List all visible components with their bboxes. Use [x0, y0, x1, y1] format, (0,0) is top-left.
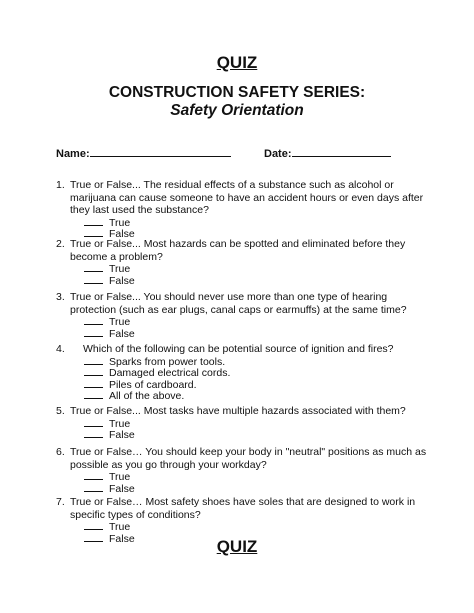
answer-option[interactable]: [84, 379, 428, 391]
series-title: CONSTRUCTION SAFETY SERIES:: [108, 84, 366, 101]
answer-option[interactable]: [84, 521, 428, 533]
option-label: False: [109, 274, 135, 287]
question-options: [84, 217, 428, 240]
question-number: 4.: [56, 343, 65, 355]
answer-option[interactable]: [84, 390, 428, 402]
question-number: 7.: [56, 496, 65, 508]
answer-blank[interactable]: [84, 367, 103, 376]
question-number: 5.: [56, 405, 65, 417]
option-label: False: [109, 532, 135, 545]
date-label: Date:: [264, 148, 292, 160]
answer-option[interactable]: [84, 263, 428, 275]
answer-option[interactable]: [84, 418, 428, 430]
option-label: Piles of cardboard.: [109, 378, 197, 391]
name-blank[interactable]: [90, 145, 231, 157]
answer-option[interactable]: [84, 328, 428, 340]
answer-blank[interactable]: [84, 418, 103, 427]
question-4: [56, 343, 428, 402]
answer-blank[interactable]: [84, 316, 103, 325]
answer-option[interactable]: [84, 367, 428, 379]
answer-option[interactable]: [84, 217, 428, 229]
option-label: False: [109, 429, 135, 441]
question-5: [56, 405, 428, 441]
question-text: True or False… You should keep your body in "neutral" positions as much as possible as you go through your workday?: [70, 446, 427, 471]
question-options: [84, 471, 428, 494]
answer-option[interactable]: [84, 483, 428, 495]
question-options: [84, 316, 428, 339]
answer-option[interactable]: [84, 356, 428, 368]
option-label: False: [109, 228, 135, 240]
question-text: True or False… Most safety shoes have soles that are designed to work in specific types of conditions?: [70, 496, 416, 521]
question-6: [56, 446, 428, 494]
answer-blank[interactable]: [84, 356, 103, 365]
question-text: True or False... The residual effects of a substance such as alcohol or marijuana can cause someone to have an accident hours or even days after they last used the substance?: [70, 179, 424, 216]
answer-blank[interactable]: [84, 471, 103, 480]
question-3: [56, 291, 428, 339]
question-2: [56, 238, 428, 286]
option-label: All of the above.: [109, 390, 185, 402]
question-text: Which of the following can be potential source of ignition and fires?: [83, 343, 394, 355]
option-label: False: [109, 327, 135, 340]
question-number: 6.: [56, 446, 65, 458]
answer-blank[interactable]: [84, 328, 103, 337]
option-label: True: [109, 263, 131, 275]
answer-blank[interactable]: [84, 263, 103, 272]
option-label: True: [109, 521, 131, 533]
date-blank[interactable]: [292, 145, 391, 157]
question-options: [84, 418, 428, 441]
option-label: False: [109, 482, 135, 495]
answer-blank[interactable]: [84, 521, 103, 530]
option-label: True: [109, 417, 131, 430]
answer-blank[interactable]: [84, 228, 103, 237]
question-number: 3.: [56, 291, 65, 303]
question-text: True or False... You should never use more than one type of hearing protection (such as ear plugs, canal caps or earmuffs) at the same time?: [70, 291, 407, 316]
option-label: Sparks from power tools.: [109, 355, 226, 368]
footer-quiz-title: QUIZ: [216, 537, 258, 556]
question-1: [56, 179, 428, 240]
name-field[interactable]: [56, 145, 231, 161]
answer-blank[interactable]: [84, 483, 103, 492]
subtitle: Safety Orientation: [170, 102, 304, 119]
option-label: Damaged electrical cords.: [109, 367, 231, 379]
answer-option[interactable]: [84, 429, 428, 441]
quiz-title: QUIZ: [216, 53, 258, 72]
answer-blank[interactable]: [84, 379, 103, 388]
question-options: [84, 263, 428, 286]
answer-blank[interactable]: [84, 390, 103, 399]
question-text: True or False... Most hazards can be spotted and eliminated before they become a problem?: [70, 238, 406, 263]
answer-option[interactable]: [84, 316, 428, 328]
option-label: True: [109, 471, 131, 483]
name-label: Name:: [56, 148, 90, 160]
question-options: [84, 356, 428, 402]
date-field[interactable]: [264, 145, 391, 161]
option-label: True: [109, 316, 131, 328]
answer-option[interactable]: [84, 471, 428, 483]
question-number: 1.: [56, 179, 65, 191]
question-text: True or False... Most tasks have multiple hazards associated with them?: [70, 405, 406, 417]
answer-option[interactable]: [84, 275, 428, 287]
answer-blank[interactable]: [84, 275, 103, 284]
option-label: True: [109, 216, 131, 229]
question-number: 2.: [56, 238, 65, 250]
answer-blank[interactable]: [84, 429, 103, 438]
answer-blank[interactable]: [84, 217, 103, 226]
